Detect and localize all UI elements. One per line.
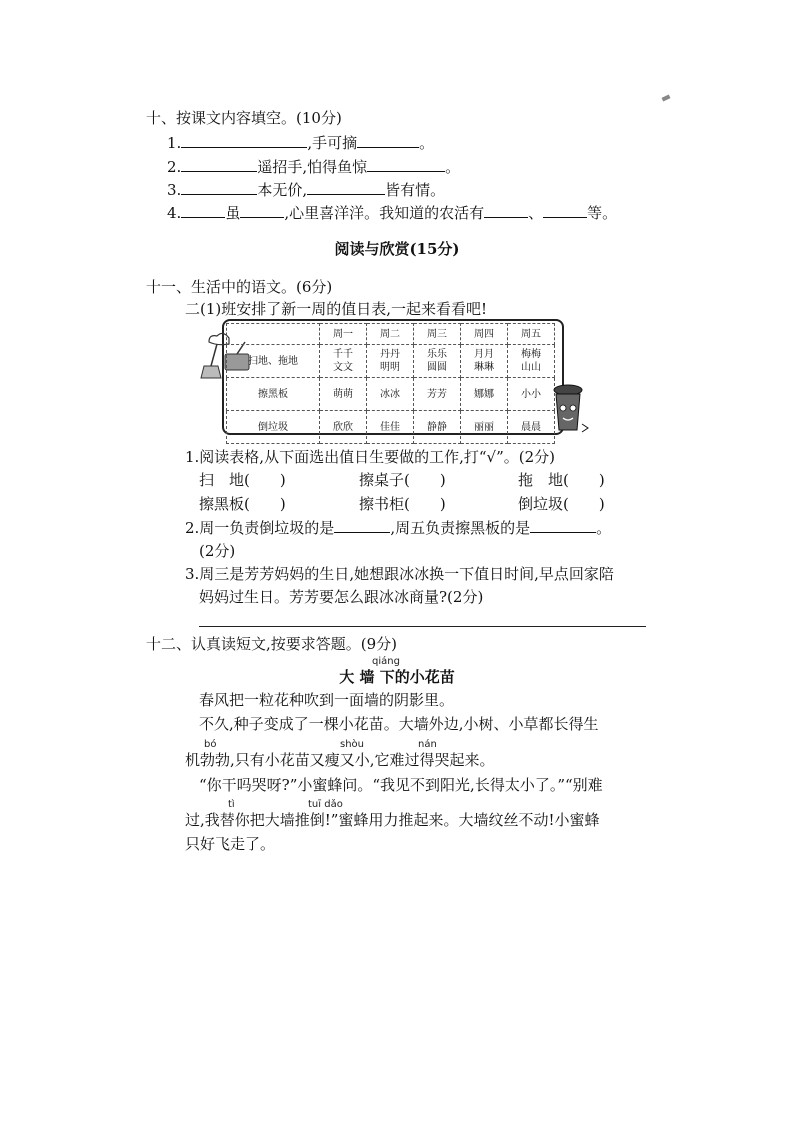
blank[interactable] [181, 157, 257, 172]
table-row [227, 345, 555, 378]
q2-text: 2.周一负责倒垃圾的是 ,周五负责擦黑板的是 。 [185, 519, 612, 537]
table-header-row [227, 324, 555, 345]
duty-table [226, 323, 555, 444]
answer-line[interactable] [199, 626, 646, 627]
name-cell: 乐乐 圆圆 [414, 345, 461, 378]
day-header: 周四 [461, 324, 508, 345]
task-cell: 擦黑板 [227, 378, 320, 411]
day-header: 周五 [508, 324, 555, 345]
task-cell: 扫地、拖地 [227, 345, 320, 378]
blank[interactable] [543, 203, 587, 218]
q1-text: 1.阅读表格,从下面选出值日生要做的工作,打“√”。(2分) [185, 448, 555, 466]
q1-option[interactable]: 擦黑板( ) [199, 495, 286, 513]
story-paragraph: 过,我替你把大墙推倒!”蜜蜂用力推起来。大墙纹丝不动!小蜜蜂 [185, 811, 600, 829]
section11-intro: 二(1)班安排了新一周的值日表,一起来看看吧! [185, 300, 488, 318]
name-cell: 梅梅 山山 [508, 345, 555, 378]
blank[interactable] [484, 203, 528, 218]
fill-line-4: 4. 虽 ,心里喜洋洋。我知道的农活有 、 等。 [167, 204, 618, 222]
table-row [227, 378, 555, 411]
fill-line-1: 1. ,手可摘 。 [167, 134, 435, 152]
name-cell: 欣欣 [320, 411, 367, 444]
q1-option[interactable]: 擦书柜( ) [359, 495, 446, 513]
fill-line-3: 3. 本无价, 皆有情。 [167, 181, 446, 199]
name-cell: 丽丽 [461, 411, 508, 444]
blank[interactable] [181, 203, 225, 218]
q1-option[interactable]: 扫 地( ) [199, 471, 286, 489]
name-cell: 晨晨 [508, 411, 555, 444]
pinyin-ti: tì [228, 799, 235, 810]
section12-title: 十二、认真读短文,按要求答题。(9分) [146, 635, 398, 653]
pinyin-tuidao: tuī dǎo [308, 799, 343, 810]
blank[interactable] [307, 180, 385, 195]
name-cell: 丹丹 明明 [367, 345, 414, 378]
blank[interactable] [367, 157, 445, 172]
q1-option[interactable]: 倒垃圾( ) [518, 495, 605, 513]
table-corner-cell [227, 324, 320, 345]
blank[interactable] [181, 133, 307, 148]
name-cell: 佳佳 [367, 411, 414, 444]
day-header: 周一 [320, 324, 367, 345]
day-header: 周三 [414, 324, 461, 345]
q1-option[interactable]: 拖 地( ) [518, 471, 605, 489]
table-row [227, 411, 555, 444]
reading-heading: 阅读与欣赏(15分) [334, 240, 460, 258]
pinyin-bo: bó [204, 739, 217, 750]
q2-score: (2分) [199, 542, 236, 560]
day-header: 周二 [367, 324, 414, 345]
story-paragraph: 不久,种子变成了一棵小花苗。大墙外边,小树、小草都长得生 [199, 715, 599, 733]
name-cell: 萌萌 [320, 378, 367, 411]
name-cell: 娜娜 [461, 378, 508, 411]
task-cell: 倒垃圾 [227, 411, 320, 444]
story-paragraph: “你干吗哭呀?”小蜜蜂问。“我见不到阳光,长得太小了。”“别难 [199, 776, 603, 794]
blank[interactable] [240, 203, 284, 218]
name-cell: 冰冰 [367, 378, 414, 411]
section11-title: 十一、生活中的语文。(6分) [146, 278, 333, 296]
name-cell: 千千 文文 [320, 345, 367, 378]
blank[interactable] [530, 518, 596, 533]
corner-mark [662, 94, 671, 101]
name-cell: 小小 [508, 378, 555, 411]
q3-text-line1: 3.周三是芳芳妈妈的生日,她想跟冰冰换一下值日时间,早点回家陪 [185, 565, 614, 583]
pinyin-qiang: qiáng [372, 656, 400, 667]
story-paragraph: 机勃勃,只有小花苗又瘦又小,它难过得哭起来。 [185, 751, 495, 769]
pinyin-nan: nán [418, 739, 437, 750]
story-title: 大 墙 下的小花苗 [339, 668, 455, 686]
trash-bin-icon [546, 380, 592, 440]
fill-line-2: 2. 遥招手,怕得鱼惊 。 [167, 158, 461, 176]
q1-option[interactable]: 擦桌子( ) [359, 471, 446, 489]
blank[interactable] [181, 180, 257, 195]
blank[interactable] [334, 518, 390, 533]
q3-text-line2: 妈妈过生日。芳芳要怎么跟冰冰商量?(2分) [199, 588, 484, 606]
story-paragraph: 春风把一粒花种吹到一面墙的阴影里。 [199, 691, 455, 709]
name-cell: 芳芳 [414, 378, 461, 411]
section10-title: 十、按课文内容填空。(10分) [146, 109, 342, 127]
pinyin-shou: shòu [340, 739, 365, 750]
name-cell: 月月 琳琳 [461, 345, 508, 378]
name-cell: 静静 [414, 411, 461, 444]
blank[interactable] [357, 133, 419, 148]
story-paragraph: 只好飞走了。 [185, 835, 276, 853]
